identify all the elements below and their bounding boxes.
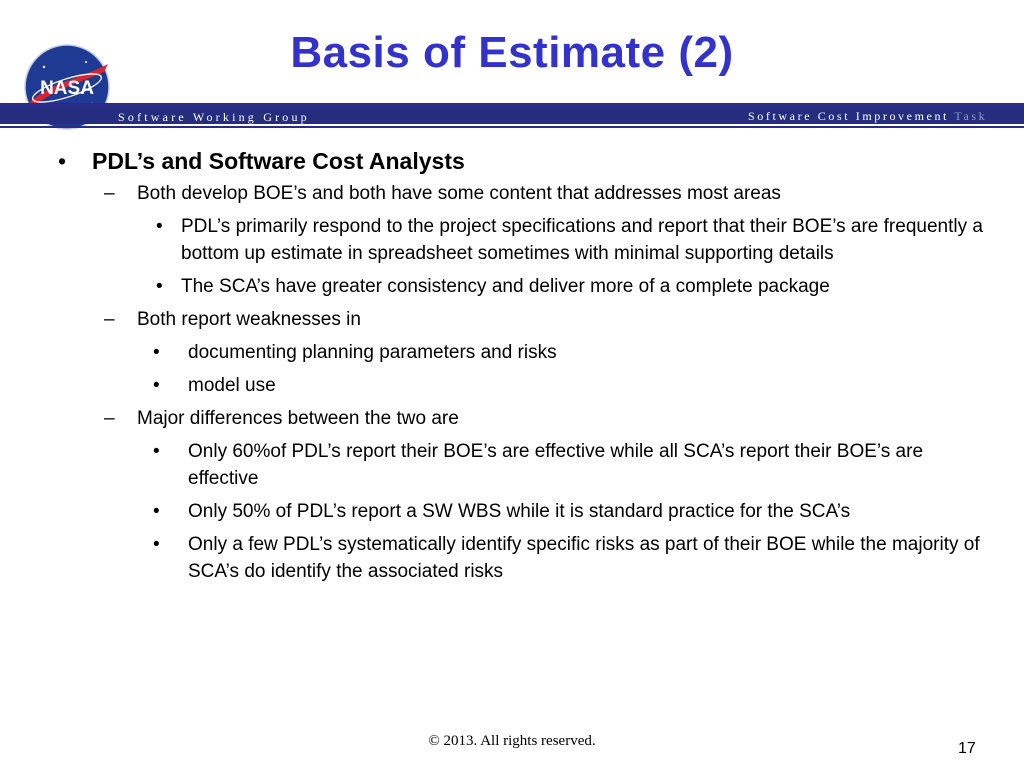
bullet-text: Both report weaknesses in: [137, 309, 361, 330]
task-label-line1: Software Cost Improvement: [748, 109, 949, 123]
bullet-marker: •: [153, 534, 160, 555]
bullet-text: The SCA’s have greater consistency and deliver more of a complete package: [181, 276, 830, 297]
bullet-level3: [56, 372, 996, 399]
bullet-marker: •: [58, 148, 67, 174]
bullet-text: Both develop BOE’s and both have some content that addresses most areas: [137, 183, 781, 204]
bullet-text: PDL’s and Software Cost Analysts: [92, 148, 465, 174]
bullet-level3: [56, 438, 996, 492]
bullet-level2: [56, 180, 996, 207]
dash-marker: –: [104, 408, 115, 429]
bullet-marker: •: [156, 276, 163, 297]
bullet-level1: [56, 146, 996, 176]
bullet-marker: •: [153, 441, 160, 462]
bullet-text: Only a few PDL’s systematically identify specific risks as part of their BOE while the majority of SCA’s do identify the associated risks: [188, 534, 980, 582]
slide-title: Basis of Estimate (2): [290, 28, 734, 77]
bullet-text: model use: [188, 375, 276, 396]
bullet-text: Only 50% of PDL’s report a SW WBS while it is standard practice for the SCA’s: [188, 501, 851, 522]
bullet-text: Only 60%of PDL’s report their BOE’s are effective while all SCA’s report their BOE’s are effective: [188, 441, 924, 489]
bullet-marker: •: [153, 342, 160, 363]
bullet-level3: [56, 339, 996, 366]
bullet-text: documenting planning parameters and risks: [188, 342, 557, 363]
header-bar-bottom-line: [0, 126, 1024, 128]
dash-marker: –: [104, 183, 115, 204]
task-label: [748, 108, 988, 124]
page-number: 17: [958, 740, 976, 757]
bullet-marker: •: [153, 501, 160, 522]
nasa-logo-text: NASA: [40, 78, 94, 99]
bullet-level3: [56, 213, 996, 267]
bullet-level2: [56, 306, 996, 333]
bullet-marker: •: [153, 375, 160, 396]
dash-marker: –: [104, 309, 115, 330]
bullet-text: PDL’s primarily respond to the project specifications and report that their BOE’s are frequently a bottom up estimate in spreadsheet sometimes with minimal supporting details: [181, 216, 983, 264]
bullet-level3: [56, 498, 996, 525]
bullet-marker: •: [156, 216, 163, 237]
bullet-text: Major differences between the two are: [137, 408, 459, 429]
bullet-level2: [56, 405, 996, 432]
bullet-level3: [56, 273, 996, 300]
bullet-level3: [56, 531, 996, 585]
task-label-line2: Task: [954, 109, 988, 123]
copyright-notice: © 2013. All rights reserved.: [428, 733, 596, 749]
working-group-label: Software Working Group: [118, 110, 310, 124]
slide-body: [56, 146, 996, 591]
